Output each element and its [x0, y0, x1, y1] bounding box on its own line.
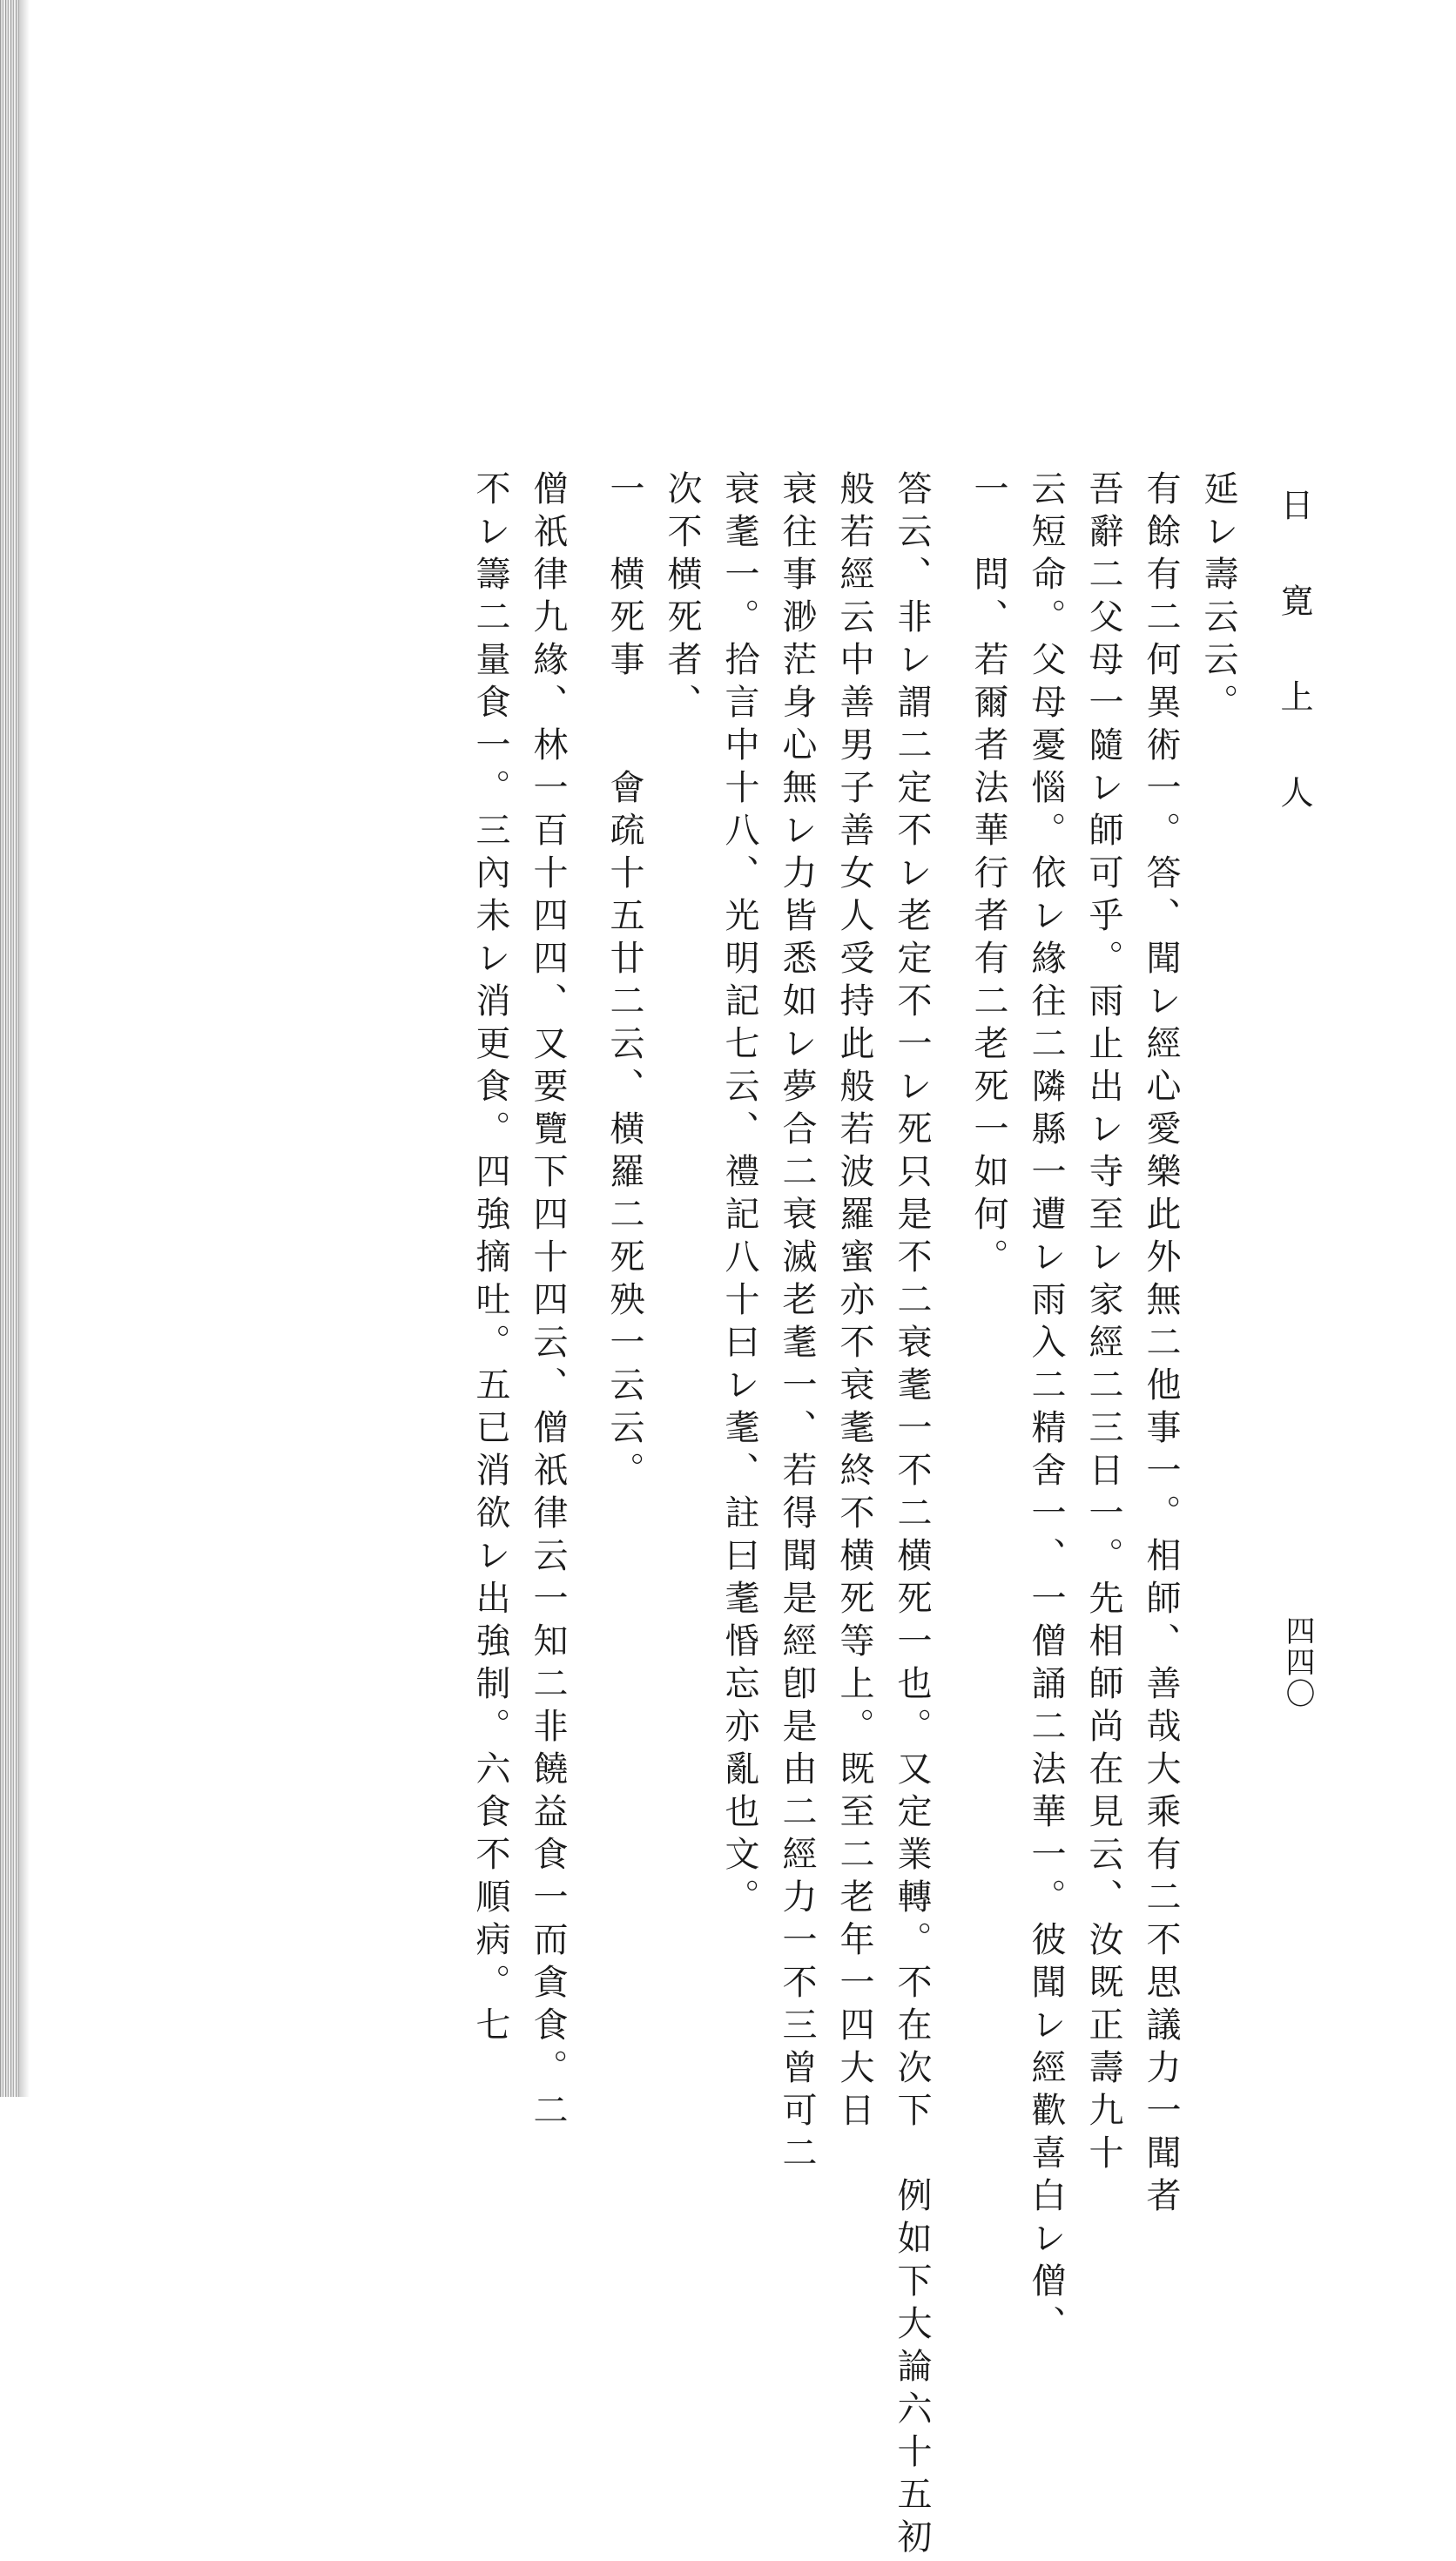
running-head: 日 寛 上 人	[1275, 488, 1313, 835]
text-column: 吾辭二父母一隨レ師可乎。雨止出レ寺至レ家經二三日一。先相師尚在見云、汝既正壽九十	[1083, 470, 1123, 2177]
text-column: 有餘有二何異術一。答、聞レ經心愛樂此外無二他事一。相師、善哉大乘有二不思議力一聞者	[1141, 470, 1181, 2220]
text-column: 一 問、若爾者法華行者有二老死一如何。	[968, 470, 1008, 1281]
text-column: 僧祇律九緣、林一百十四四、又要覽下四十四云、僧祇律云一知二非饒益食一而貪食。二	[528, 470, 568, 2134]
text-column: 般若經云中善男子善女人受持此般若波羅蜜亦不衰耄終不横死等上。既至二老年一四大日	[834, 470, 874, 2134]
page-number: 四四〇	[1280, 1615, 1315, 1709]
text-column: 不レ籌二量食一。三內未レ消更食。四強摘吐。五已消欲レ出強制。六食不順病。七	[470, 470, 510, 2049]
page-binding-edge	[0, 0, 19, 2097]
page-edge-shadow	[19, 0, 30, 2097]
text-column: 答云、非レ謂二定不レ老定不一レ死只是不二衰耄一不二横死一也。又定業轉。不在次下 例如下大論六十五初	[892, 470, 932, 2561]
text-column: 云短命。父母憂惱。依レ緣往二隣縣一遭レ雨入二精舍一、一僧誦二法華一。彼聞レ經歡喜白レ僧、	[1026, 470, 1066, 2348]
text-column: 次不横死者、	[662, 470, 702, 726]
text-column: 一 横死事 會疏十五廿二云、横羅二死殃一云云。	[604, 470, 644, 1494]
text-column: 衰耄一。拾言中十八、光明記七云、禮記八十曰レ耄、註曰耄惛忘亦亂也文。	[719, 470, 759, 1921]
text-column: 延レ壽云云。	[1198, 470, 1238, 726]
text-column: 衰往事渺茫身心無レ力皆悉如レ夢合二衰滅老耄一、若得聞是經卽是由二經力一不三曾可二	[777, 470, 817, 2177]
body-text	[462, 470, 1247, 2561]
